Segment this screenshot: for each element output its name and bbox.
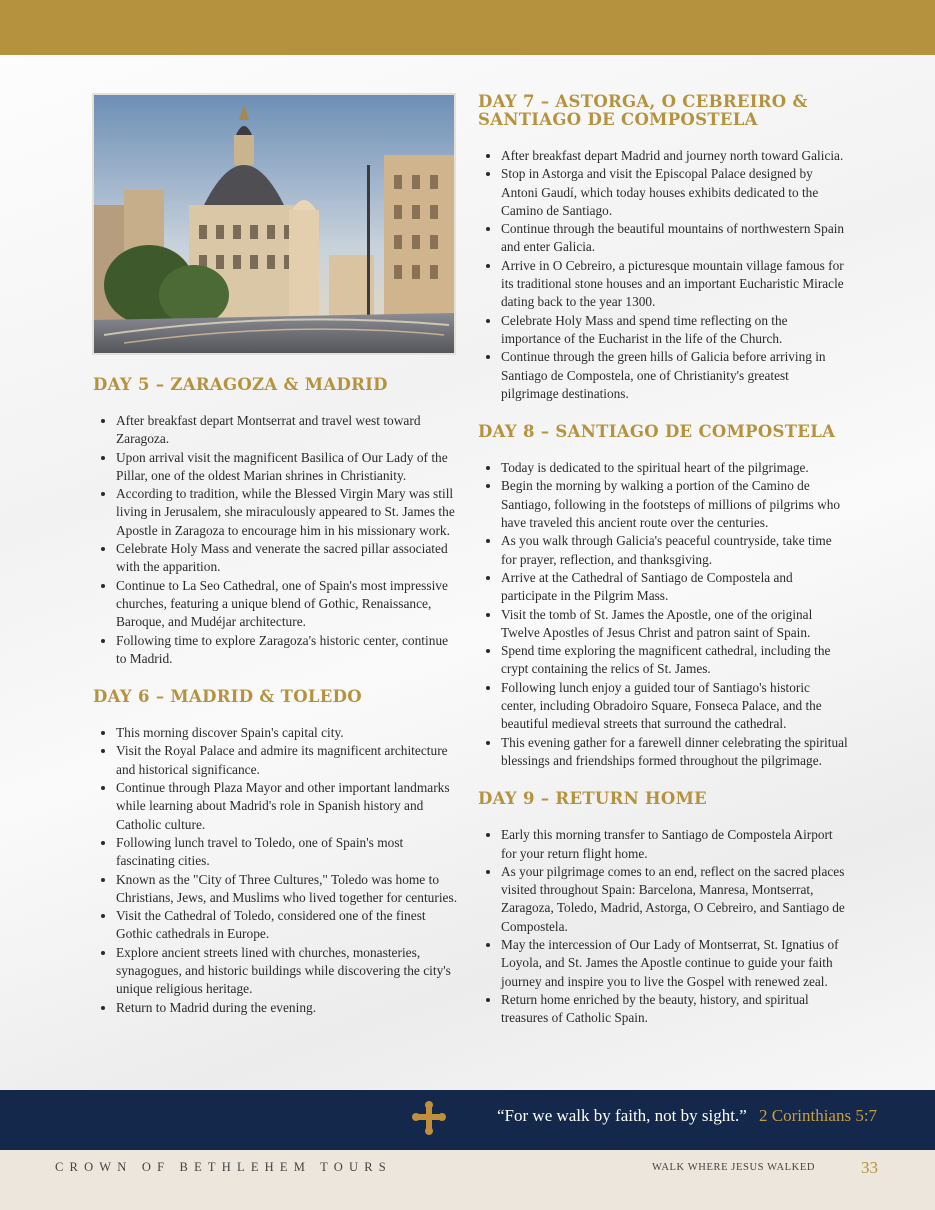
day-9-heading: DAY 9 – RETURN HOME bbox=[478, 789, 708, 809]
day-9-list bbox=[478, 826, 848, 1027]
list-item: • Return to Madrid during the evening. bbox=[116, 999, 458, 1017]
madrid-photo-illustration bbox=[94, 95, 454, 353]
page-footer bbox=[0, 1150, 935, 1210]
left-column bbox=[93, 376, 458, 1037]
day-5-list bbox=[93, 412, 458, 668]
list-item: • Upon arrival visit the magnificent Basilica of Our Lady of the Pillar, one of the oldest Marian shrines in Christianity. bbox=[116, 449, 458, 486]
list-item: • Explore ancient streets lined with churches, monasteries, synagogues, and historic buildings while discovering the city's unique religious heritage. bbox=[116, 944, 458, 999]
list-item: • According to tradition, while the Blessed Virgin Mary was still living in Jerusalem, she miraculously appeared to St. James the Apostle in Zaragoza to encourage him in his missionary work. bbox=[116, 485, 458, 540]
header-gold-bar bbox=[0, 0, 935, 55]
list-item: • Continue through Plaza Mayor and other important landmarks while learning about Madrid's role in Spanish history and Catholic culture. bbox=[116, 779, 458, 834]
scripture-quote: “For we walk by faith, not by sight.” bbox=[497, 1106, 747, 1125]
list-item: • Known as the "City of Three Cultures," Toledo was home to Christians, Jews, and Muslims who lived together for centuries. bbox=[116, 871, 458, 908]
scripture-citation: 2 Corinthians 5:7 bbox=[759, 1106, 878, 1125]
day-7-list bbox=[478, 147, 848, 403]
madrid-street-photo bbox=[92, 93, 456, 355]
list-item: • This morning discover Spain's capital city. bbox=[116, 724, 458, 742]
list-item: • Celebrate Holy Mass and venerate the sacred pillar associated with the apparition. bbox=[116, 540, 458, 577]
list-item: • Following lunch enjoy a guided tour of Santiago's historic center, including Obradoiro Square, Fonseca Palace, and the beautiful medieval streets that surround the cathedral. bbox=[501, 679, 848, 734]
day-6-list bbox=[93, 724, 458, 1017]
list-item: • Continue through the beautiful mountains of northwestern Spain and enter Galicia. bbox=[501, 220, 848, 257]
list-item: • Spend time exploring the magnificent cathedral, including the crypt containing the relics of St. James. bbox=[501, 642, 848, 679]
list-item: • This evening gather for a farewell dinner celebrating the spiritual blessings and friendships formed throughout the pilgrimage. bbox=[501, 734, 848, 771]
footer-brand: CROWN OF BETHLEHEM TOURS bbox=[55, 1160, 392, 1174]
list-item: • Arrive in O Cebreiro, a picturesque mountain village famous for its traditional stone houses and an important Eucharistic Miracle dating back to the year 1300. bbox=[501, 257, 848, 312]
list-item: • As you walk through Galicia's peaceful countryside, take time for prayer, reflection, and thanksgiving. bbox=[501, 532, 848, 569]
list-item: • Stop in Astorga and visit the Episcopal Palace designed by Antoni Gaudí, which today houses exhibits dedicated to the Camino de Santiago. bbox=[501, 165, 848, 220]
list-item: • Celebrate Holy Mass and spend time reflecting on the importance of the Eucharist in the life of the Church. bbox=[501, 312, 848, 349]
list-item: • Visit the Royal Palace and admire its magnificent architecture and historical significance. bbox=[116, 742, 458, 779]
list-item: • Today is dedicated to the spiritual heart of the pilgrimage. bbox=[501, 459, 848, 477]
right-column bbox=[478, 93, 848, 1047]
list-item: • Return home enriched by the beauty, history, and spiritual treasures of Catholic Spain. bbox=[501, 991, 848, 1028]
list-item: • Continue through the green hills of Galicia before arriving in Santiago de Compostela, one of Christianity's greatest pilgrimage destinations. bbox=[501, 348, 848, 403]
list-item: • May the intercession of Our Lady of Montserrat, St. Ignatius of Loyola, and St. James the Apostle continue to guide your faith journey and inspire you to live the Gospel with renewed zeal. bbox=[501, 936, 848, 991]
day-5-heading: DAY 5 – ZARAGOZA & MADRID bbox=[93, 375, 388, 394]
list-item: • Early this morning transfer to Santiago de Compostela Airport for your return flight home. bbox=[501, 826, 848, 863]
footer-tagline: WALK WHERE JESUS WALKED bbox=[652, 1162, 816, 1173]
page-number: 33 bbox=[861, 1158, 878, 1177]
list-item: • Continue to La Seo Cathedral, one of Spain's most impressive churches, featuring a unique blend of Gothic, Renaissance, Baroque, and Mudéjar architecture. bbox=[116, 577, 458, 632]
day-8-list bbox=[478, 459, 848, 770]
list-item: • Visit the Cathedral of Toledo, considered one of the finest Gothic cathedrals in Europe. bbox=[116, 907, 458, 944]
day-7-heading: DAY 7 – ASTORGA, O CEBREIRO & SANTIAGO DE COMPOSTELA bbox=[478, 92, 808, 129]
list-item: • As your pilgrimage comes to an end, reflect on the sacred places visited throughout Spain: Barcelona, Manresa, Montserrat, Zaragoza, Toledo, Madrid, Astorga, O Cebreiro, and Santiago de Compostela. bbox=[501, 863, 848, 936]
list-item: • After breakfast depart Madrid and journey north toward Galicia. bbox=[501, 147, 848, 165]
list-item: • Following time to explore Zaragoza's historic center, continue to Madrid. bbox=[116, 632, 458, 669]
list-item: • Begin the morning by walking a portion of the Camino de Santiago, following in the footsteps of millions of pilgrims who have traveled this ancient route over the centuries. bbox=[501, 477, 848, 532]
list-item: • Arrive at the Cathedral of Santiago de Compostela and participate in the Pilgrim Mass. bbox=[501, 569, 848, 606]
list-item: • After breakfast depart Montserrat and travel west toward Zaragoza. bbox=[116, 412, 458, 449]
day-8-heading: DAY 8 – SANTIAGO DE COMPOSTELA bbox=[478, 422, 836, 442]
list-item: • Following lunch travel to Toledo, one of Spain's most fascinating cities. bbox=[116, 834, 458, 871]
gold-cross-icon bbox=[412, 1101, 446, 1135]
list-item: • Visit the tomb of St. James the Apostle, one of the original Twelve Apostles of Jesus Christ and patron saint of Spain. bbox=[501, 606, 848, 643]
day-6-heading: DAY 6 – MADRID & TOLEDO bbox=[93, 687, 362, 707]
